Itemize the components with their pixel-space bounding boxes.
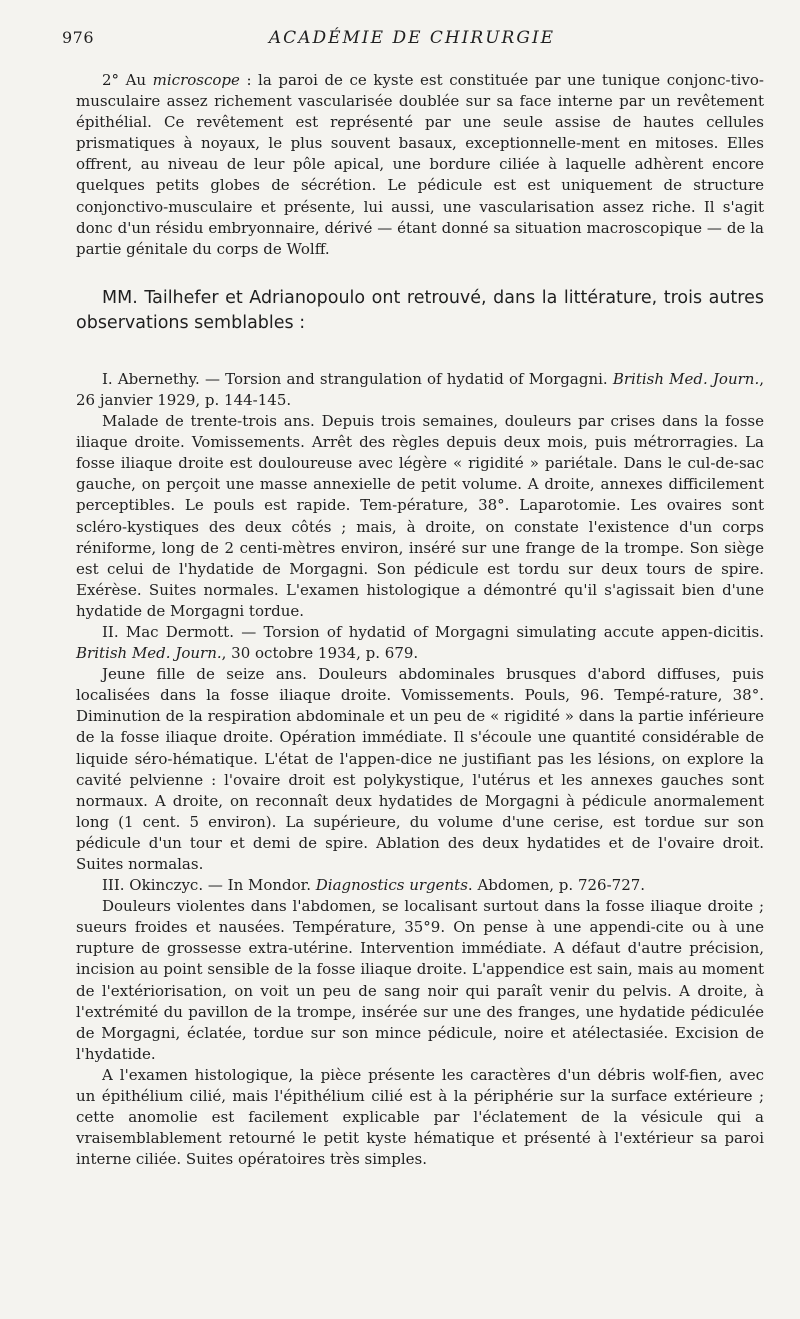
case-2-text: Jeune fille de seize ans. Douleurs abdominales brusques d'abord diffuses, puis localisées dans la fosse iliaque droite. Vomissements. Pouls, 96. Tempé-rature, 38°. Diminution de la respiration abdominale et un peu de « rigidité » dans la partie inférieure de la fosse iliaque droite. Opération immédiate. Il s'écoule une quantité considérable de liquide séro-hématique. L'état de l'appen-dice ne justifiant pas les lésions, on explore la cavité pelvienne : l'ovaire droit est polykystique, l'utérus et les annexes gauches sont normaux. A droite, on reconnaît deux hydatides de Morgagni à pédicule anormalement long (1 cent. 5 environ). La supérieure, du volume d'une cerise, est tordue sur son pédicule d'un tour et demi de spire. Ablation des deux hydatides et de l'ovaire droit. Suites normalas.	[76, 665, 764, 873]
case-3-ref-title: Diagnostics urgents	[315, 876, 468, 895]
case-3-histology: A l'examen histologique, la pièce présente les caractères d'un débris wolf-fien, avec un épithélium cilié, mais l'épithélium cilié est à la périphérie sur la surface extérieure ; cette anomolie est facilement explicable par l'éclatement de la vésicule qui a vraisemblablement retourné le petit kyste hématique et présenté à l'extérieur sa paroi interne ciliée. Suites opératoires très simples.	[76, 1065, 764, 1169]
page-header	[62, 28, 762, 56]
case-3-text: Douleurs violentes dans l'abdomen, se localisant surtout dans la fosse iliaque droite ; sueurs froides et nausées. Température, 35°9. On pense à une appendi-cite ou à une rupture de grossesse extra-utérine. Intervention immédiate. A défaut d'autre précision, incision au point sensible de la fosse iliaque droite. L'appendice est sain, mais au moment de l'extériorisation, on voit un peu de sang noir qui paraît venir du pelvis. A droite, à l'extrémité du pavillon de la trompe, insérée sur une des franges, une hydatide pédiculée de Morgagni, éclatée, tordue sur son mince pédicule, noire et atélectasiée. Excision de l'hydatide.	[76, 897, 764, 1063]
case-2-ref-a: II. Mac Dermott. — Torsion of hydatid of Morgagni simulating accute appen-dicitis.	[102, 622, 764, 641]
case-1-ref-b: , 26 janvier 1929, p. 144-145.	[76, 369, 764, 409]
case-2-ref-journal: British Med. Journ.	[76, 644, 222, 663]
case-3-ref-a: III. Okinczyc. — In Mondor.	[102, 876, 316, 895]
paragraph-microscope	[76, 70, 764, 260]
paragraph-text: : la paroi de ce kyste est constituée par une tunique conjonc-tivo-musculaire assez richement vascularisée doublée sur sa face interne par un revêtement épithélial. Ce revêtement est représenté par une seule assise de hautes cellules prismatiques à noyaux, le plus souvent basaux, exceptionnelle-ment en mitoses. Elles offrent, au niveau de leur pôle apical, une bordure ciliée à laquelle adhèrent encore quelques petits globes de sécrétion. Le pédicule est est uniquement de structure conjonctivo-musculaire et présente, lui aussi, une vascularisation assez riche. Il s'agit donc d'un résidu embryonnaire, dérivé — étant donné sa situation macroscopique — de la partie génitale du corps de Wolff.	[76, 71, 764, 258]
paragraph-lead-italic: microscope	[152, 71, 240, 89]
case-2-ref-b: , 30 octobre 1934, p. 679.	[221, 644, 419, 663]
page-number: 976	[62, 28, 95, 47]
page-body	[76, 70, 764, 1170]
case-1-ref-a: I. Abernethy. — Torsion and strangulation of hydatid of Morgagni.	[102, 369, 613, 388]
case-3-ref-b: . Abdomen, p. 726-727.	[467, 876, 646, 895]
case-1-ref-journal: British Med. Journ.	[612, 369, 760, 388]
case-1-reference	[76, 369, 764, 411]
intro-paragraph: MM. Tailhefer et Adrianopoulo ont retrouvé, dans la littérature, trois autres observations semblables :	[76, 287, 764, 333]
running-title: ACADÉMIE DE CHIRURGIE	[268, 28, 556, 48]
case-2-reference	[76, 622, 764, 664]
paragraph-lead: 2° Au	[102, 71, 153, 89]
case-3-reference	[76, 875, 764, 896]
case-1-text: Malade de trente-trois ans. Depuis trois semaines, douleurs par crises dans la fosse iliaque droite. Vomissements. Arrêt des règles depuis deux mois, puis métrorragies. La fosse iliaque droite est douloureuse avec légère « rigidité » pariétale. Dans le cul-de-sac gauche, on perçoit une masse annexielle de petit volume. A droite, annexes difficilement perceptibles. Le pouls est rapide. Tem-pérature, 38°. Laparotomie. Les ovaires sont scléro-kystiques des deux côtés ; mais, à droite, on constate l'existence d'un corps réniforme, long de 2 centi-mètres environ, inséré sur une frange de la trompe. Son siège est celui de l'hydatide de Morgagni. Son pédicule est tordu sur deux tours de spire. Exérèse. Suites normales. L'examen histologique a démontré qu'il s'agissait bien d'une hydatide de Morgagni tordue.	[76, 412, 764, 620]
